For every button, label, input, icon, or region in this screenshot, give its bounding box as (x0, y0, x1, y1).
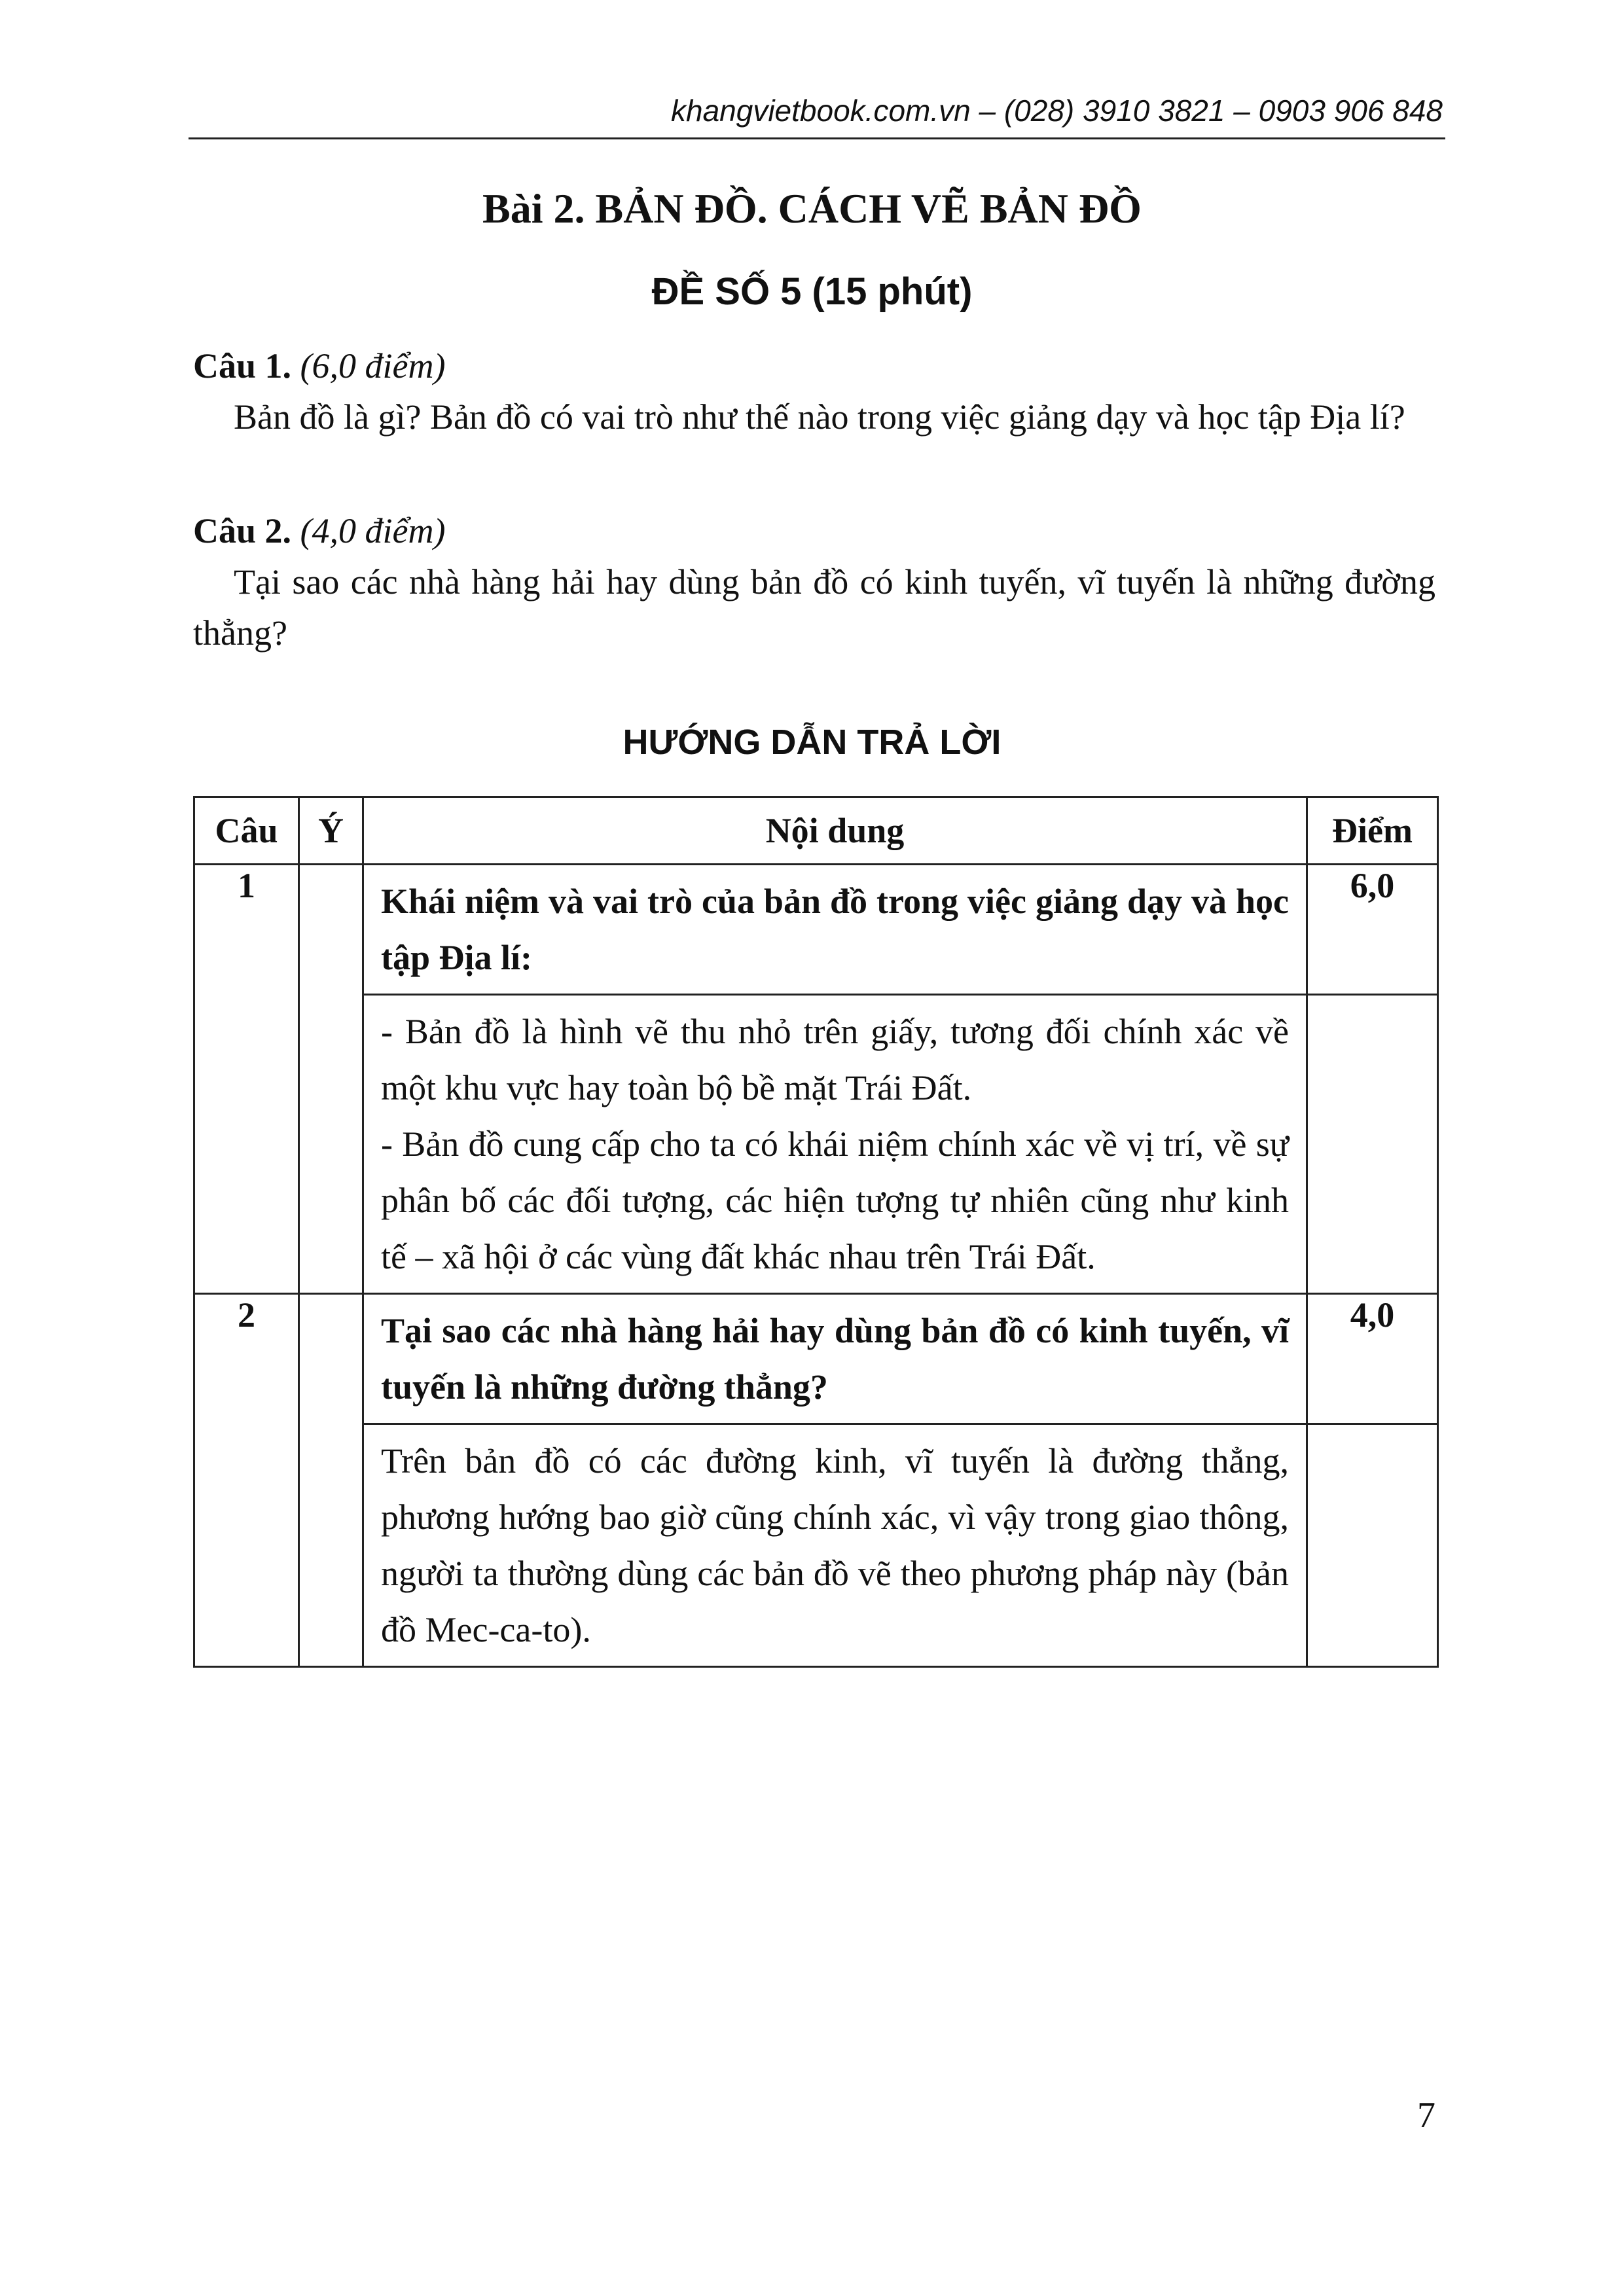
row-2-content-cell (363, 1424, 1307, 1667)
row-2-title: Tại sao các nhà hàng hải hay dùng bản đồ có kinh tuyến, vĩ tuyến là những đường thẳng? (381, 1311, 1289, 1407)
header-noi-dung: Nội dung (363, 797, 1307, 865)
row-2-points-cont (1307, 1424, 1438, 1667)
row-2-cau-cont (194, 1424, 299, 1667)
table-header-row (194, 797, 1438, 865)
row-1-title: Khái niệm và vai trò của bản đồ trong việc giảng dạy và học tập Địa lí: (381, 882, 1289, 977)
row-1-y (299, 865, 363, 995)
row-1-points-cont (1307, 995, 1438, 1294)
answer-heading: HƯỚNG DẪN TRẢ LỜI (623, 723, 1001, 762)
header-y: Ý (299, 797, 363, 865)
question-1-text: Bản đồ là gì? Bản đồ có vai trò như thế nào trong việc giảng dạy và học tập Địa lí? (234, 397, 1405, 437)
question-2-points: (4,0 điểm) (300, 511, 446, 550)
table-row (194, 1294, 1438, 1424)
header-diem: Điểm (1307, 797, 1438, 865)
lesson-title: Bài 2. BẢN ĐỒ. CÁCH VẼ BẢN ĐỒ (482, 185, 1142, 232)
row-1-title-cell (363, 865, 1307, 995)
row-2-title-cell (363, 1294, 1307, 1424)
question-1-points: (6,0 điểm) (300, 346, 446, 386)
question-2-text: Tại sao các nhà hàng hải hay dùng bản đồ có kinh tuyến, vĩ tuyến là những đường thẳng? (193, 562, 1435, 653)
exam-subtitle: ĐỀ SỐ 5 (15 phút) (651, 270, 973, 313)
row-1-content-cell (363, 995, 1307, 1294)
header-cau: Câu (194, 797, 299, 865)
row-2-points: 4,0 (1307, 1294, 1438, 1424)
page-header (189, 90, 1445, 139)
row-2-y-cont (299, 1424, 363, 1667)
row-1-y-cont (299, 995, 363, 1294)
row-1-content-line: - Bản đồ là hình vẽ thu nhỏ trên giấy, tương đối chính xác về một khu vực hay toàn bộ bề mặt Trái Đất. (381, 1012, 1289, 1107)
answer-table (193, 796, 1439, 1668)
question-2-label: Câu 2. (193, 511, 292, 550)
row-1-cau-cont (194, 995, 299, 1294)
row-2-content-line: Trên bản đồ có các đường kinh, vĩ tuyến là đường thẳng, phương hướng bao giờ cũng chính xác, vì vậy trong giao thông, người ta thường dùng các bản đồ vẽ theo phương pháp này (bản đồ Mec-ca-to). (381, 1441, 1289, 1649)
question-2-heading (193, 505, 1435, 556)
row-1-cau: 1 (194, 865, 299, 995)
publisher-contact: khangvietbook.com.vn – (028) 3910 3821 – 0903 906 848 (671, 94, 1443, 128)
question-1-label: Câu 1. (193, 346, 292, 386)
row-1-content-line: - Bản đồ cung cấp cho ta có khái niệm chính xác về vị trí, về sự phân bố các đối tượng, các hiện tượng tự nhiên cũng như kinh tế – xã hội ở các vùng đất khác nhau trên Trái Đất. (381, 1124, 1289, 1276)
page-number: 7 (1417, 2095, 1435, 2136)
table-row (194, 1424, 1438, 1667)
question-1-heading (193, 340, 1435, 391)
question-1 (193, 340, 1435, 442)
question-2 (193, 505, 1435, 658)
table-row (194, 865, 1438, 995)
row-1-points: 6,0 (1307, 865, 1438, 995)
row-2-y (299, 1294, 363, 1424)
row-2-cau: 2 (194, 1294, 299, 1424)
table-row (194, 995, 1438, 1294)
